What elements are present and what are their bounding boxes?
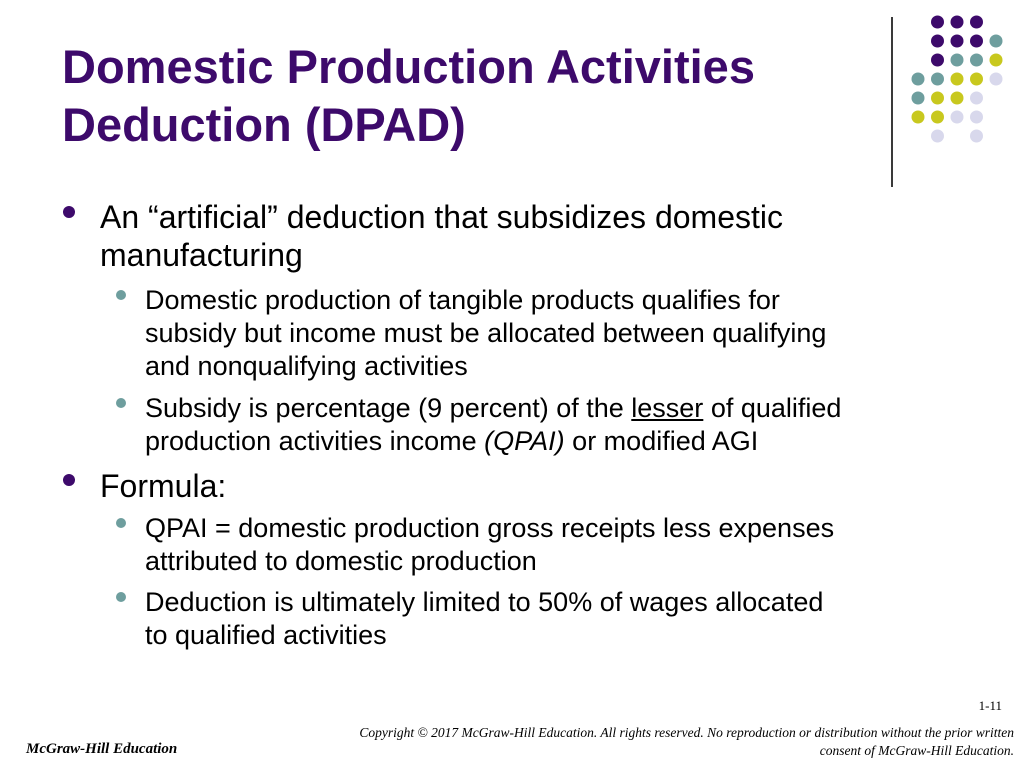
decorative-dot-grid	[0, 0, 1024, 200]
bullet-text	[100, 467, 226, 505]
decorative-dot	[951, 54, 964, 67]
decorative-dot	[931, 16, 944, 29]
sub-bullet-marker	[116, 592, 126, 602]
decorative-dot	[931, 73, 944, 86]
decorative-dot	[990, 35, 1003, 48]
decorative-dot	[912, 73, 925, 86]
sub-bullet-line: attributed to domestic production	[145, 546, 537, 576]
text-run: production activities income	[145, 426, 485, 456]
sub-bullet-line: Deduction is ultimately limited to 50% of wages allocated	[145, 587, 824, 617]
publisher-brand: McGraw-Hill Education	[26, 741, 178, 757]
decorative-dot	[931, 111, 944, 124]
decorative-dot	[970, 16, 983, 29]
bullet-line: An “artificial” deduction that subsidizes domestic	[100, 199, 783, 235]
sub-bullet-line: to qualified activities	[145, 620, 387, 650]
sub-bullet-line	[145, 425, 841, 458]
italic-text: (QPAI)	[484, 426, 565, 456]
bullet-line: manufacturing	[100, 237, 303, 273]
sub-bullet-text	[145, 392, 841, 458]
decorative-dot	[931, 92, 944, 105]
slide-title-line-1: Domestic Production Activities	[62, 40, 755, 93]
decorative-dot	[970, 35, 983, 48]
text-run: Subsidy is percentage (9 percent) of the	[145, 393, 632, 423]
sub-bullet-line	[145, 392, 841, 425]
sub-bullet-line: and nonqualifying activities	[145, 351, 468, 381]
decorative-dot	[970, 73, 983, 86]
sub-bullet-line: subsidy but income must be allocated between qualifying	[145, 318, 827, 348]
slide-number: 1-11	[978, 698, 1002, 713]
sub-bullet-marker	[116, 290, 126, 300]
decorative-dot	[970, 92, 983, 105]
sub-bullet-text	[145, 512, 834, 578]
slide-title-line-2: Deduction (DPAD)	[62, 98, 466, 151]
decorative-dot	[951, 16, 964, 29]
decorative-dot	[990, 73, 1003, 86]
bullet-line: Formula:	[100, 468, 227, 504]
decorative-dot	[970, 111, 983, 124]
decorative-dot	[951, 73, 964, 86]
decorative-dot	[951, 111, 964, 124]
decorative-dot	[970, 130, 983, 143]
sub-bullet-marker	[116, 398, 126, 408]
sub-bullet-marker	[116, 518, 126, 528]
copyright-notice	[274, 724, 1014, 760]
underlined-text: lesser	[631, 393, 704, 423]
decorative-dot	[912, 111, 925, 124]
decorative-dot	[970, 54, 983, 67]
sub-bullet-text	[145, 284, 826, 383]
bullet-text	[100, 198, 783, 274]
copyright-line: consent of McGraw-Hill Education.	[819, 743, 1014, 758]
copyright-line: Copyright © 2017 McGraw-Hill Education. All rights reserved. No reproduction or distribution without the prior written	[359, 725, 1014, 740]
decorative-dot	[931, 130, 944, 143]
decorative-dot	[951, 35, 964, 48]
bullet-marker	[63, 474, 75, 486]
decorative-dot	[931, 35, 944, 48]
decorative-dot	[931, 54, 944, 67]
decorative-dot	[951, 92, 964, 105]
sub-bullet-line: QPAI = domestic production gross receipts less expenses	[145, 513, 835, 543]
decorative-dot	[912, 92, 925, 105]
decorative-dot	[990, 54, 1003, 67]
bullet-marker	[63, 206, 75, 218]
sub-bullet-line: Domestic production of tangible products qualifies for	[145, 285, 780, 315]
sub-bullet-text	[145, 586, 823, 652]
text-run: of qualified	[703, 393, 842, 423]
text-run: or modified AGI	[564, 426, 759, 456]
